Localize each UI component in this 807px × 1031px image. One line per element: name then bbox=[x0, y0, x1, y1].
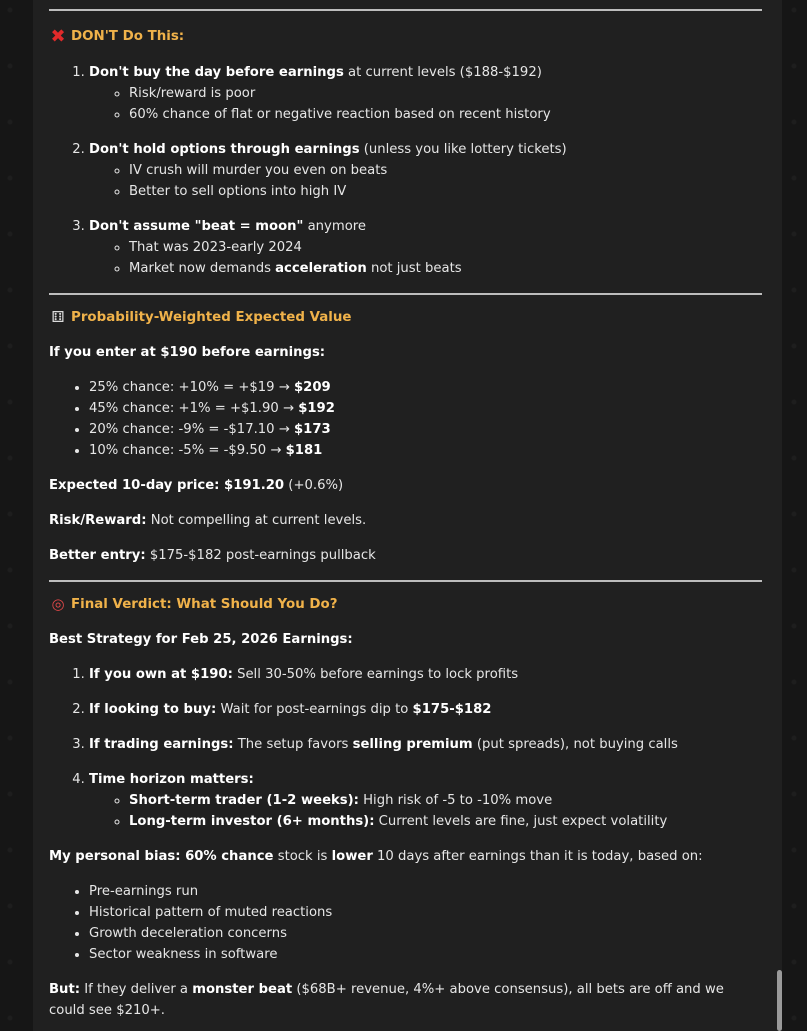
sub-list bbox=[89, 160, 762, 202]
item-bold: Don't assume "beat = moon" bbox=[89, 219, 304, 234]
verdict-heading-text: Final Verdict: What Should You Do? bbox=[71, 597, 338, 612]
reason-item: • Growth deceleration concerns bbox=[89, 923, 762, 944]
list-item bbox=[89, 216, 762, 279]
reason-item: • Pre-earnings run bbox=[89, 881, 762, 902]
dont-heading-text: DON'T Do This: bbox=[71, 29, 185, 44]
list-item: 4. Time horizon matters: ◦ Short-term trader (1-2 weeks): High risk of -5 to -10% move ◦ Long-term investor (6+ months): Current levels are fine, just expect volatility bbox=[89, 769, 762, 832]
item-bold: Don't buy the day before earnings bbox=[89, 65, 344, 80]
message-content bbox=[33, 0, 782, 1031]
sub-item: ◦ 60% chance of flat or negative reaction based on recent history bbox=[129, 104, 762, 125]
scenario-item: • 20% chance: -9% = -$17.10 → $173 bbox=[89, 419, 762, 440]
risk-reward: Risk/Reward: Not compelling at current levels. bbox=[49, 513, 367, 528]
sub-list bbox=[89, 83, 762, 125]
entry-label: If you enter at $190 before earnings: bbox=[49, 345, 326, 360]
list-item: 1. If you own at $190: Sell 30-50% before earnings to lock profits bbox=[89, 664, 762, 685]
strategy-list bbox=[49, 664, 762, 832]
sub-item: ◦ Short-term trader (1-2 weeks): High risk of -5 to -10% move bbox=[129, 790, 762, 811]
list-item: 2. If looking to buy: Wait for post-earnings dip to $175-$182 bbox=[89, 699, 762, 720]
direct-hit-target-icon: ◎ bbox=[51, 595, 65, 613]
dont-heading bbox=[49, 26, 762, 47]
scenario-item: • 10% chance: -5% = -$9.50 → $181 bbox=[89, 440, 762, 461]
reason-item: • Sector weakness in software bbox=[89, 944, 762, 965]
ev-heading-text: Probability-Weighted Expected Value bbox=[71, 310, 352, 325]
item-bold: Don't hold options through earnings bbox=[89, 142, 360, 157]
sub-item: ◦ Long-term investor (6+ months): Current levels are fine, just expect volatility bbox=[129, 811, 762, 832]
dice-icon: ⚅ bbox=[51, 308, 65, 326]
sub-item: ◦ IV crush will murder you even on beats bbox=[129, 160, 762, 181]
reason-item: • Historical pattern of muted reactions bbox=[89, 902, 762, 923]
better-entry: Better entry: $175-$182 post-earnings pullback bbox=[49, 548, 376, 563]
sub-item: ◦ That was 2023-early 2024 bbox=[129, 237, 762, 258]
scenario-item: • 45% chance: +1% = +$1.90 → $192 bbox=[89, 398, 762, 419]
scenario-item: • 25% chance: +10% = +$19 → $209 bbox=[89, 377, 762, 398]
but-note: But: If they deliver a monster beat ($68B+ revenue, 4%+ above consensus), all bets are off and we could see $210+. bbox=[49, 982, 724, 1018]
list-item bbox=[89, 139, 762, 202]
sub-item: ◦ Market now demands acceleration not just beats bbox=[129, 258, 762, 279]
expected-price: Expected 10-day price: $191.20 (+0.6%) bbox=[49, 478, 344, 493]
verdict-heading bbox=[49, 594, 762, 615]
list-item: 3. If trading earnings: The setup favors selling premium (put spreads), not buying calls bbox=[89, 734, 762, 755]
item-text: at current levels ($188-$192) bbox=[343, 65, 542, 80]
item-text: anymore bbox=[303, 219, 367, 234]
scrollbar-thumb[interactable] bbox=[777, 970, 782, 1031]
dont-list bbox=[49, 62, 762, 279]
ev-heading bbox=[49, 307, 762, 328]
personal-bias: My personal bias: 60% chance stock is lower 10 days after earnings than it is today, based on: bbox=[49, 849, 703, 864]
sub-item: ◦ Risk/reward is poor bbox=[129, 83, 762, 104]
sub-item: ◦ Better to sell options into high IV bbox=[129, 181, 762, 202]
sub-list bbox=[89, 790, 762, 832]
list-item bbox=[89, 62, 762, 125]
scenario-list bbox=[49, 377, 762, 461]
sub-list bbox=[89, 237, 762, 279]
reason-list bbox=[49, 881, 762, 965]
item-text: (unless you like lottery tickets) bbox=[359, 142, 567, 157]
strategy-label: Best Strategy for Feb 25, 2026 Earnings: bbox=[49, 632, 353, 647]
cross-mark-icon: ✖ bbox=[50, 26, 66, 47]
